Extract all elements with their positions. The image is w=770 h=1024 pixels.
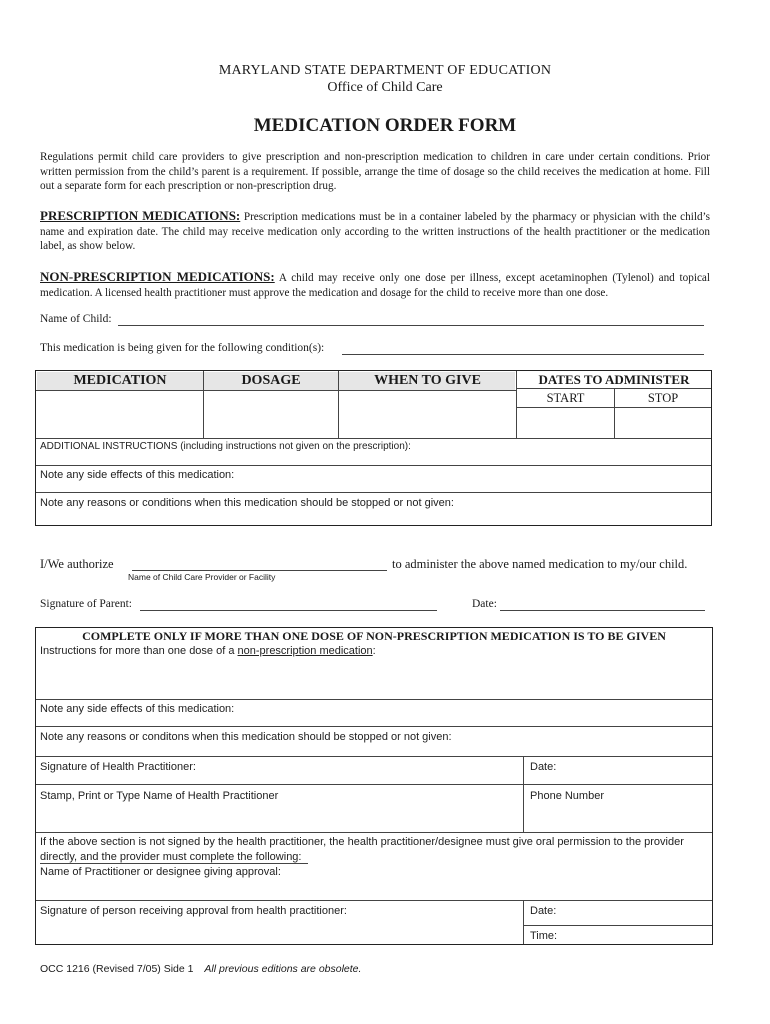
- receiver-time-label: Time:: [530, 930, 558, 942]
- multi-dose-table: [35, 627, 713, 945]
- form-footer: [40, 963, 361, 975]
- multi-dose-heading: COMPLETE ONLY IF MORE THAN ONE DOSE OF NON-PRESCRIPTION MEDICATION IS TO BE GIVEN: [82, 629, 666, 643]
- additional-instructions-label: ADDITIONAL INSTRUCTIONS (including instructions not given on the prescription):: [40, 441, 411, 452]
- divider: [36, 699, 712, 700]
- col-start: START: [546, 391, 585, 405]
- condition-field[interactable]: [342, 354, 704, 355]
- col-stop: STOP: [647, 391, 679, 405]
- divider: [524, 925, 712, 926]
- col-medication: MEDICATION: [73, 373, 167, 388]
- divider: [36, 438, 711, 439]
- underline: [40, 863, 308, 864]
- nonprescription-heading: NON-PRESCRIPTION MEDICATIONS:: [40, 269, 275, 284]
- provider-name-caption: Name of Child Care Provider or Facility: [128, 572, 276, 582]
- provider-name-field[interactable]: [132, 570, 387, 571]
- parent-date-label: Date:: [472, 598, 497, 610]
- intro-paragraph: Regulations permit child care providers to give prescription and non-prescription medication to children in care under certain conditions. Prior written permission from the child’s parent is a requirement. If possible, arrange the time of dosage so the child receives the medication at home. Fill out a separate form for each prescription or non-prescription drug.: [40, 151, 710, 192]
- receiver-date-label: Date:: [530, 905, 557, 917]
- col-dosage: DOSAGE: [241, 373, 301, 388]
- oral-permission-line1: If the above section is not signed by the health practitioner, the health practitioner/designee must give oral permission to the provider: [40, 836, 684, 848]
- divider: [523, 901, 524, 944]
- form-title: MEDICATION ORDER FORM: [253, 115, 517, 136]
- office-name: Office of Child Care: [327, 80, 443, 95]
- name-of-child-field[interactable]: [118, 325, 704, 326]
- col-when-to-give: WHEN TO GIVE: [374, 373, 481, 388]
- nonprescription-text: A child may receive only one dose per illness, except acetaminophen (Tylenol) and topical medication. A licensed health practitioner must approve the medication and dosage for the child to receive more than one dose.: [40, 272, 711, 299]
- name-of-child-label: Name of Child:: [40, 313, 112, 325]
- divider: [36, 492, 711, 493]
- instructions-suffix: :: [372, 645, 376, 657]
- phone-number-label: Phone Number: [530, 790, 604, 802]
- prescription-heading: PRESCRIPTION MEDICATIONS:: [40, 208, 241, 223]
- parent-signature-field[interactable]: [140, 610, 437, 611]
- form-code: OCC 1216 (Revised 7/05) Side 1: [40, 963, 194, 975]
- stamp-name-label: Stamp, Print or Type Name of Health Practitioner: [40, 790, 279, 802]
- divider: [36, 784, 712, 785]
- multi-side-effects-label: Note any side effects of this medication:: [40, 703, 235, 715]
- practitioner-approval-name-label: Name of Practitioner or designee giving approval:: [40, 866, 281, 878]
- receiver-signature-label: Signature of person receiving approval from health practitioner:: [40, 905, 347, 917]
- divider: [523, 757, 524, 832]
- prescription-text: Prescription medications must be in a container labeled by the pharmacy or physician with the child’s name and expiration date. The child may receive medication only according to the written instructions of the health practitioner or the medication label, as show below.: [40, 211, 711, 252]
- condition-label: This medication is being given for the following condition(s):: [40, 342, 325, 354]
- oral-permission-line2: directly, and the provider must complete the following:: [40, 851, 302, 863]
- divider: [36, 726, 712, 727]
- divider: [36, 390, 516, 391]
- authorize-suffix: to administer the above named medication to my/our child.: [392, 557, 688, 571]
- prescription-paragraph: [40, 209, 710, 254]
- agency-name: MARYLAND STATE DEPARTMENT OF EDUCATION: [218, 63, 552, 78]
- practitioner-signature-label: Signature of Health Practitioner:: [40, 761, 196, 773]
- practitioner-date-label: Date:: [530, 761, 557, 773]
- multi-dose-instructions-label: [40, 645, 376, 657]
- parent-date-field[interactable]: [500, 610, 705, 611]
- nonprescription-paragraph: [40, 270, 710, 300]
- side-effects-label: Note any side effects of this medication:: [40, 469, 235, 481]
- col-dates-to-administer: DATES TO ADMINISTER: [538, 372, 690, 387]
- stop-reasons-label: Note any reasons or conditions when this medication should be stopped or not given:: [40, 497, 454, 509]
- divider: [36, 900, 712, 901]
- instructions-prefix: Instructions for more than one dose of a: [40, 645, 235, 657]
- divider: [36, 832, 712, 833]
- divider: [36, 756, 712, 757]
- instructions-link-text: non-prescription medication: [237, 645, 373, 657]
- obsolete-note: All previous editions are obsolete.: [204, 963, 362, 975]
- authorize-label: I/We authorize: [40, 557, 114, 571]
- parent-signature-label: Signature of Parent:: [40, 598, 132, 610]
- multi-stop-reasons-label: Note any reasons or conditons when this medication should be stopped or not given:: [40, 731, 452, 743]
- divider: [36, 465, 711, 466]
